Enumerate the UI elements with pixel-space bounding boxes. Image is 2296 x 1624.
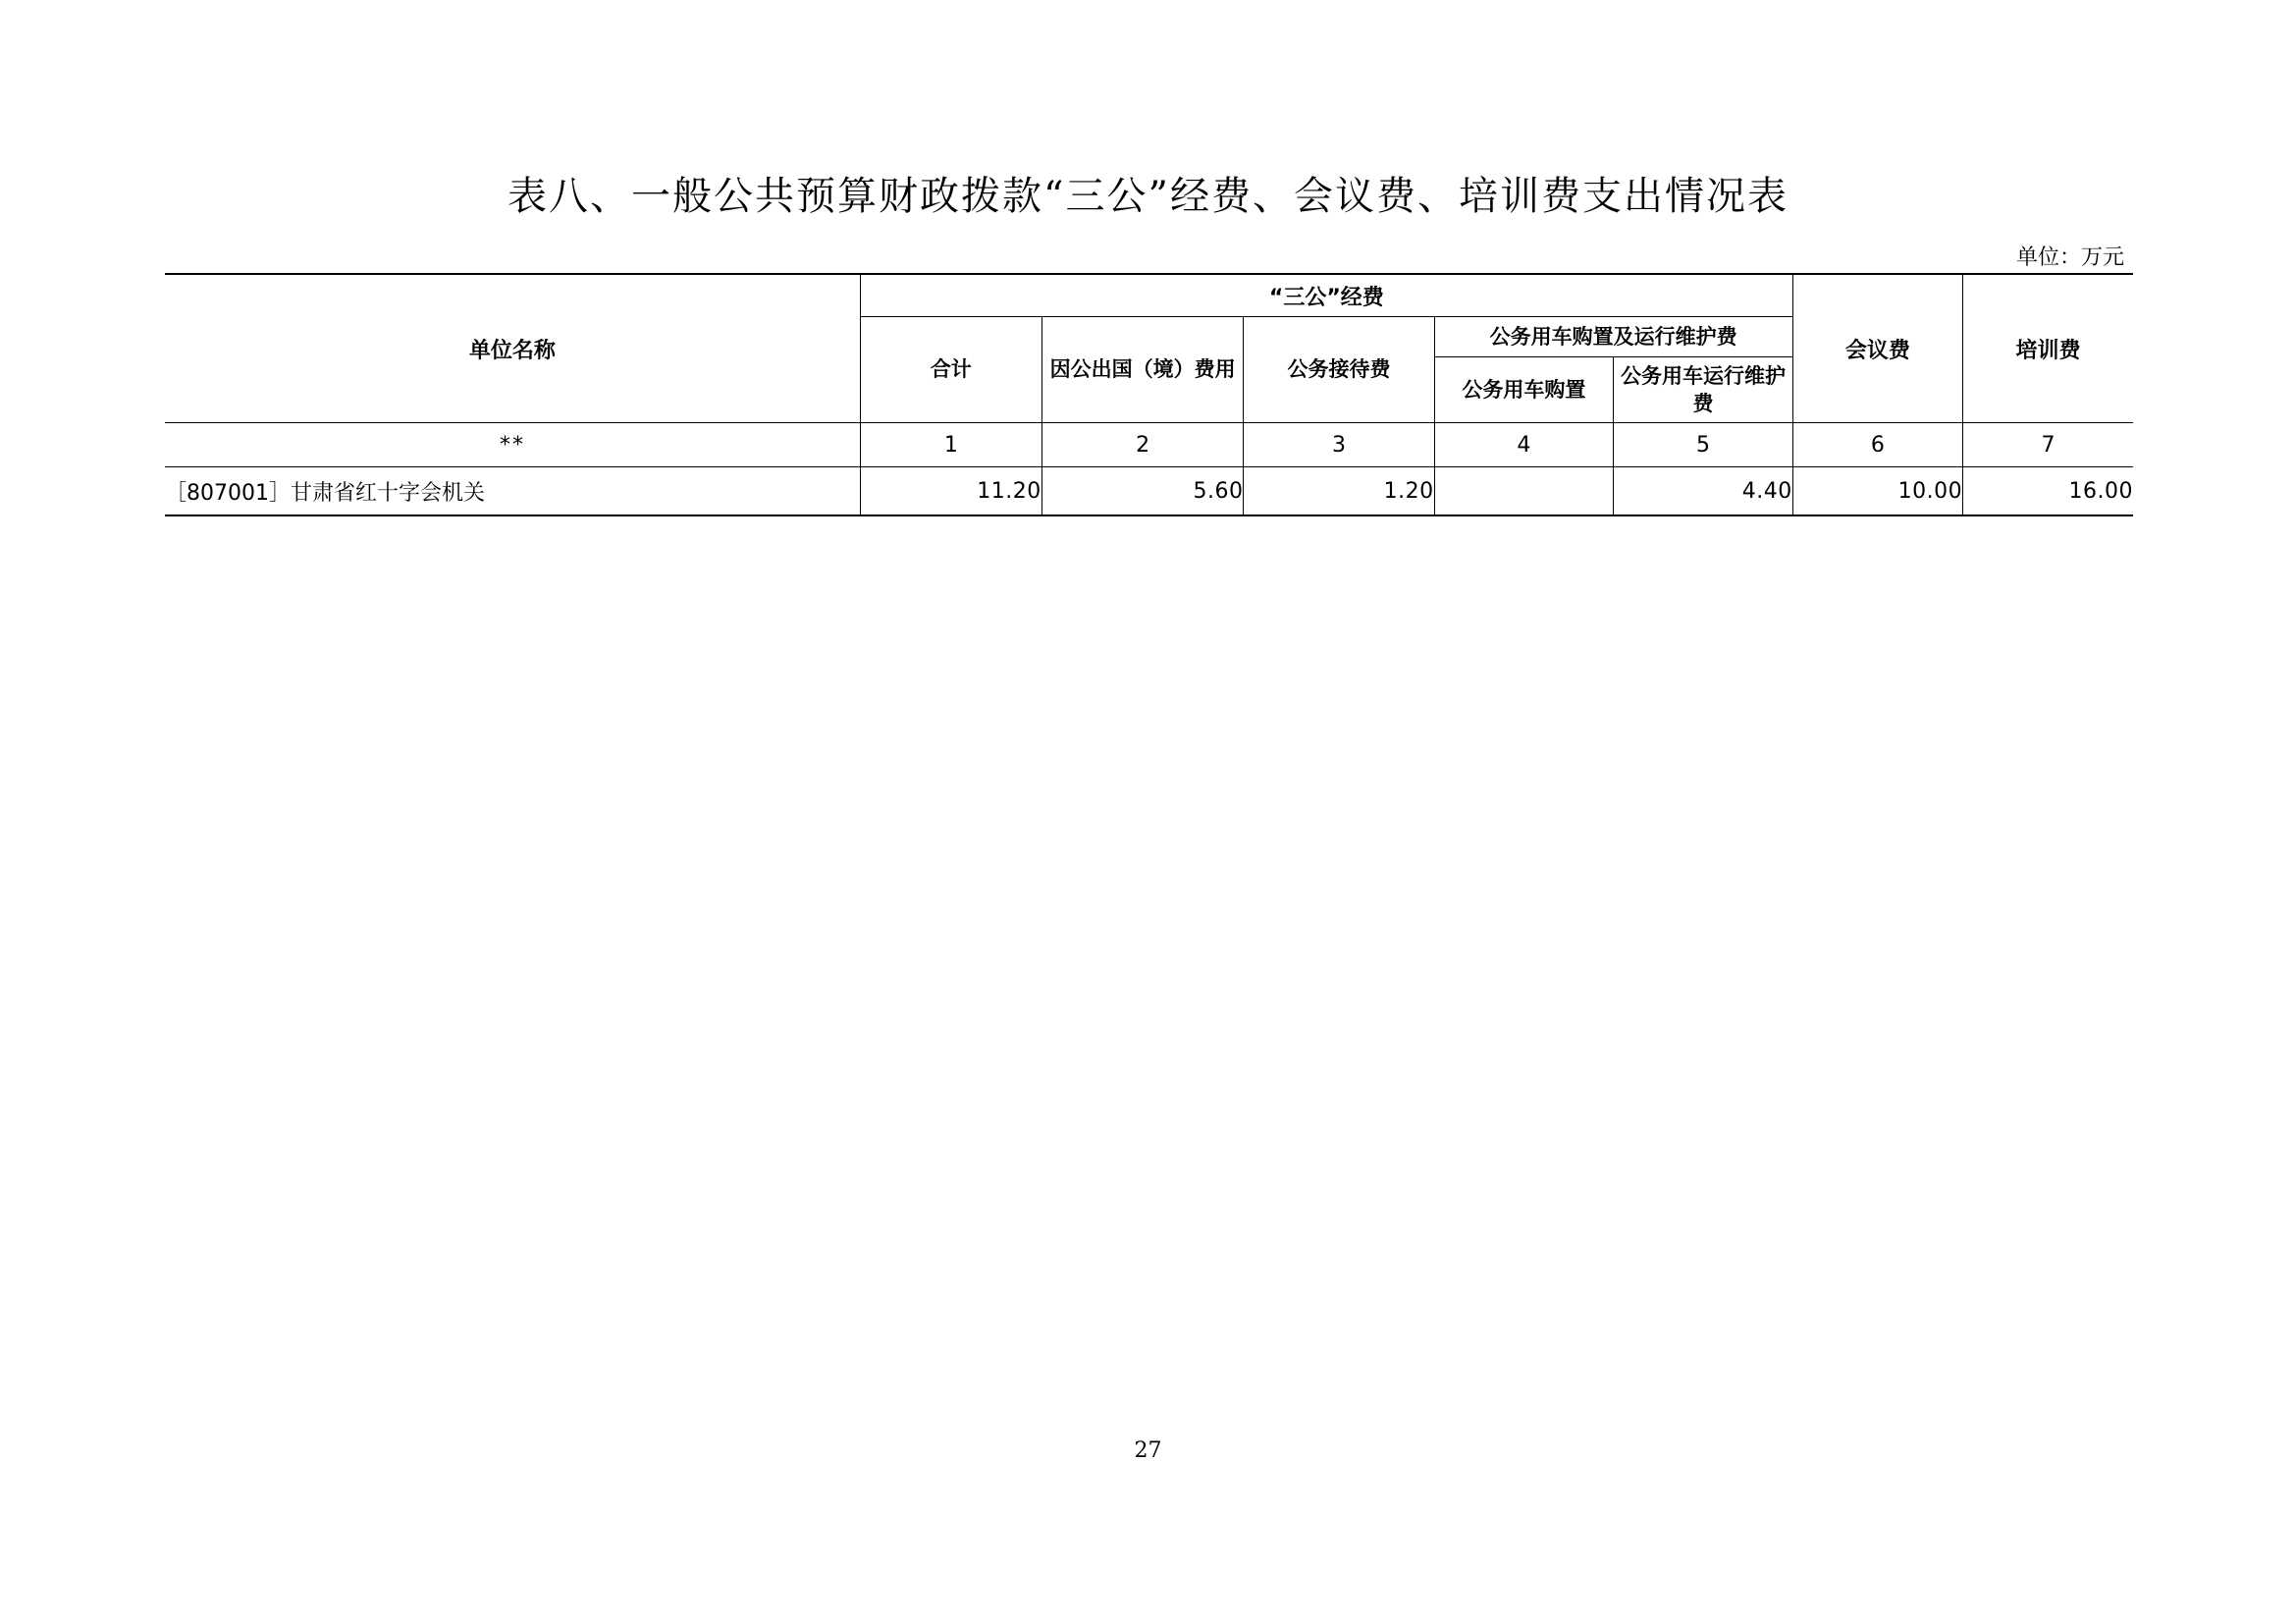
colnum-abroad: 2: [1041, 423, 1244, 467]
row-vehicle-maintain: 4.40: [1614, 467, 1793, 516]
header-abroad: 因公出国（境）费用: [1041, 317, 1244, 423]
header-total: 合计: [860, 317, 1041, 423]
row-total: 11.20: [860, 467, 1041, 516]
row-unit-name: ［807001］甘肃省红十字会机关: [165, 467, 860, 516]
colnum-meeting: 6: [1792, 423, 1962, 467]
header-sangong-group: “三公”经费: [860, 274, 1792, 317]
table-row: [165, 467, 2133, 516]
row-abroad: 5.60: [1041, 467, 1244, 516]
header-training: 培训费: [1963, 274, 2133, 423]
row-reception: 1.20: [1244, 467, 1434, 516]
colnum-vehicle-purchase: 4: [1434, 423, 1614, 467]
unit-note: 单位：万元: [2015, 245, 2124, 270]
colnum-total: 1: [860, 423, 1041, 467]
colnum-vehicle-maintain: 5: [1614, 423, 1793, 467]
header-row-1: [165, 274, 2133, 317]
header-vehicle-group: 公务用车购置及运行维护费: [1434, 317, 1792, 357]
row-training: 16.00: [1963, 467, 2133, 516]
header-meeting: 会议费: [1792, 274, 1962, 423]
column-number-row: [165, 423, 2133, 467]
colnum-unit-name: **: [165, 423, 860, 467]
header-reception: 公务接待费: [1244, 317, 1434, 423]
row-vehicle-purchase: [1434, 467, 1614, 516]
page-title: 表八、一般公共预算财政拨款“三公”经费、会议费、培训费支出情况表: [507, 174, 1789, 219]
budget-table: [165, 273, 2133, 516]
colnum-training: 7: [1963, 423, 2133, 467]
header-unit-name: 单位名称: [165, 274, 860, 423]
page-number: 27: [1134, 1438, 1162, 1463]
colnum-reception: 3: [1244, 423, 1434, 467]
header-vehicle-maintain: 公务用车运行维护费: [1614, 357, 1793, 423]
row-meeting: 10.00: [1792, 467, 1962, 516]
header-vehicle-purchase: 公务用车购置: [1434, 357, 1614, 423]
